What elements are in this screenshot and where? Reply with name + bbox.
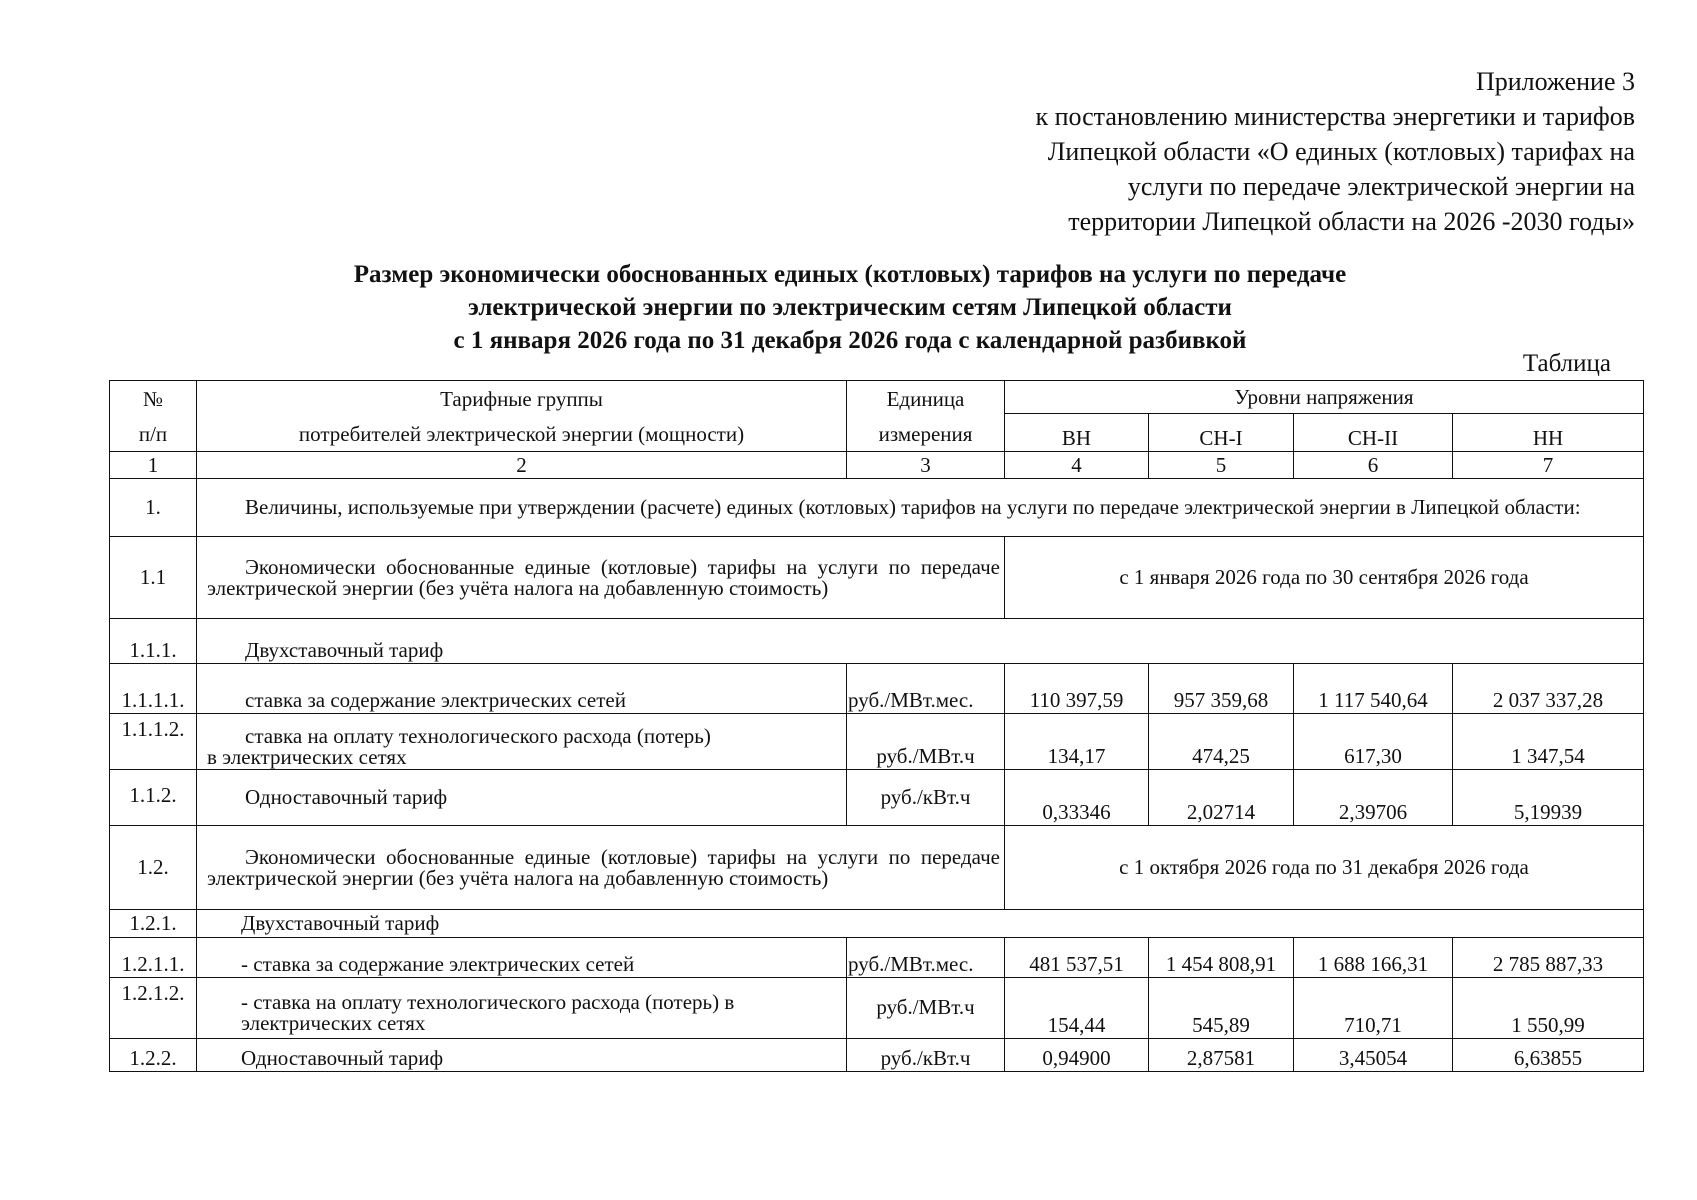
column-number: 2	[197, 452, 847, 479]
title-line-1: Размер экономически обоснованных единых (котловых) тарифов на услуги по передаче	[353, 261, 1347, 288]
value-vn: 154,44	[1005, 978, 1149, 1039]
header-no-line-1: №	[142, 387, 164, 411]
row-1-1	[110, 537, 1644, 619]
value-nn: 5,19939	[1453, 770, 1644, 826]
value-sn1: 2,87581	[1149, 1039, 1294, 1072]
row-1	[110, 479, 1644, 537]
value-sn2: 3,45054	[1294, 1039, 1453, 1072]
row-1-1-1-1	[110, 664, 1644, 714]
header-sn1: СН-I	[1149, 414, 1294, 452]
row-text-line-1: - ставка на оплату технологического расхода (потерь) в	[241, 990, 735, 1014]
header-nn: НН	[1453, 414, 1644, 452]
row-text: Величины, используемые при утверждении (расчете) единых (котловых) тарифов на услуги по передаче электрической энергии в Липецкой области:	[197, 479, 1644, 537]
row-text-line-2: в электрических сетях	[207, 745, 407, 769]
value-nn: 2 785 887,33	[1453, 938, 1644, 978]
value-sn2: 1 688 166,31	[1294, 938, 1453, 978]
value-sn1: 957 359,68	[1149, 664, 1294, 714]
row-number: 1.1.2.	[110, 770, 197, 826]
column-number: 1	[110, 452, 197, 479]
value-nn: 6,63855	[1453, 1039, 1644, 1072]
period-label: с 1 января 2026 года по 30 сентября 2026 года	[1005, 537, 1644, 619]
row-text: Экономически обоснованные единые (котловые) тарифы на услуги по передаче электрической энергии (без учёта налога на добавленную стоимость)	[197, 826, 1005, 910]
column-number: 3	[847, 452, 1005, 479]
document-title	[250, 258, 1450, 357]
value-sn2: 2,39706	[1294, 770, 1453, 826]
value-sn2: 617,30	[1294, 714, 1453, 770]
row-1-2-2	[110, 1039, 1644, 1072]
row-1-2-1	[110, 910, 1644, 938]
value-sn1: 474,25	[1149, 714, 1294, 770]
value-sn2: 710,71	[1294, 978, 1453, 1039]
row-number: 1.2.1.	[110, 910, 197, 938]
tariff-table	[109, 380, 1644, 1072]
annex-header	[1035, 64, 1635, 239]
value-sn2: 1 117 540,64	[1294, 664, 1453, 714]
row-text	[197, 978, 847, 1039]
value-vn: 110 397,59	[1005, 664, 1149, 714]
header-no	[110, 381, 197, 452]
title-line-2: электрической энергии по электрическим сетям Липецкой области	[468, 294, 1232, 321]
value-nn: 1 550,99	[1453, 978, 1644, 1039]
header-unit	[847, 381, 1005, 452]
row-text: - ставка за содержание электрических сетей	[197, 938, 847, 978]
column-number: 4	[1005, 452, 1149, 479]
row-text: Одноставочный тариф	[197, 770, 847, 826]
annex-line-1: Приложение 3	[1475, 67, 1635, 96]
row-unit: руб./МВт.ч	[847, 978, 1005, 1039]
header-groups-line-1: Тарифные группы	[440, 387, 603, 411]
title-line-3: с 1 января 2026 года по 31 декабря 2026 года с календарной разбивкой	[453, 327, 1247, 354]
row-unit: руб./кВт.ч	[847, 1039, 1005, 1072]
column-number-row	[110, 452, 1644, 479]
row-number: 1.1	[110, 537, 197, 619]
row-1-2	[110, 826, 1644, 910]
header-voltage-levels: Уровни напряжения	[1005, 381, 1644, 414]
row-number: 1.	[110, 479, 197, 537]
value-vn: 0,94900	[1005, 1039, 1149, 1072]
row-text: Двухставочный тариф	[197, 619, 1644, 664]
row-text-line-1: ставка на оплату технологического расхода (потерь)	[245, 724, 711, 748]
row-text-line-2: электрических сетях	[241, 1011, 426, 1035]
row-1-1-2	[110, 770, 1644, 826]
header-sn2: СН-II	[1294, 414, 1453, 452]
annex-line-4: услуги по передаче электрической энергии на	[1127, 172, 1635, 201]
row-number: 1.2.	[110, 826, 197, 910]
header-unit-line-1: Единица	[886, 387, 965, 411]
row-number: 1.1.1.	[110, 619, 197, 664]
header-unit-line-2: измерения	[878, 422, 973, 446]
value-sn1: 2,02714	[1149, 770, 1294, 826]
value-vn: 134,17	[1005, 714, 1149, 770]
row-text: ставка за содержание электрических сетей	[197, 664, 847, 714]
row-text: Одноставочный тариф	[197, 1039, 847, 1072]
annex-line-2: к постановлению министерства энергетики и тарифов	[1035, 102, 1635, 131]
row-unit: руб./МВт.ч	[847, 714, 1005, 770]
value-nn: 2 037 337,28	[1453, 664, 1644, 714]
value-vn: 0,33346	[1005, 770, 1149, 826]
row-1-2-1-1	[110, 938, 1644, 978]
row-number: 1.1.1.2.	[110, 714, 197, 770]
row-text: Двухставочный тариф	[197, 910, 1644, 938]
value-sn1: 545,89	[1149, 978, 1294, 1039]
value-vn: 481 537,51	[1005, 938, 1149, 978]
value-nn: 1 347,54	[1453, 714, 1644, 770]
header-groups-line-2: потребителей электрической энергии (мощности)	[298, 422, 745, 446]
annex-line-3: Липецкой области «О единых (котловых) тарифах на	[1047, 137, 1635, 166]
row-text: Экономически обоснованные единые (котловые) тарифы на услуги по передаче электрической энергии (без учёта налога на добавленную стоимость)	[197, 537, 1005, 619]
column-number: 6	[1294, 452, 1453, 479]
row-unit: руб./МВт.мес.	[847, 938, 1005, 978]
row-text	[197, 714, 847, 770]
row-1-1-1-2	[110, 714, 1644, 770]
table-label: Таблица	[1522, 350, 1611, 377]
row-number: 1.2.1.1.	[110, 938, 197, 978]
column-number: 5	[1149, 452, 1294, 479]
row-number: 1.1.1.1.	[110, 664, 197, 714]
header-no-line-2: п/п	[138, 422, 168, 446]
column-number: 7	[1453, 452, 1644, 479]
annex-line-5: территории Липецкой области на 2026 -2030 годы»	[1068, 207, 1635, 236]
header-groups	[197, 381, 847, 452]
row-number: 1.2.2.	[110, 1039, 197, 1072]
row-number: 1.2.1.2.	[110, 978, 197, 1039]
row-1-1-1	[110, 619, 1644, 664]
row-1-2-1-2	[110, 978, 1644, 1039]
period-label: с 1 октября 2026 года по 31 декабря 2026 года	[1005, 826, 1644, 910]
value-sn1: 1 454 808,91	[1149, 938, 1294, 978]
row-unit: руб./МВт.мес.	[847, 664, 1005, 714]
header-row-1	[110, 381, 1644, 414]
row-unit: руб./кВт.ч	[847, 770, 1005, 826]
header-vn: ВН	[1005, 414, 1149, 452]
